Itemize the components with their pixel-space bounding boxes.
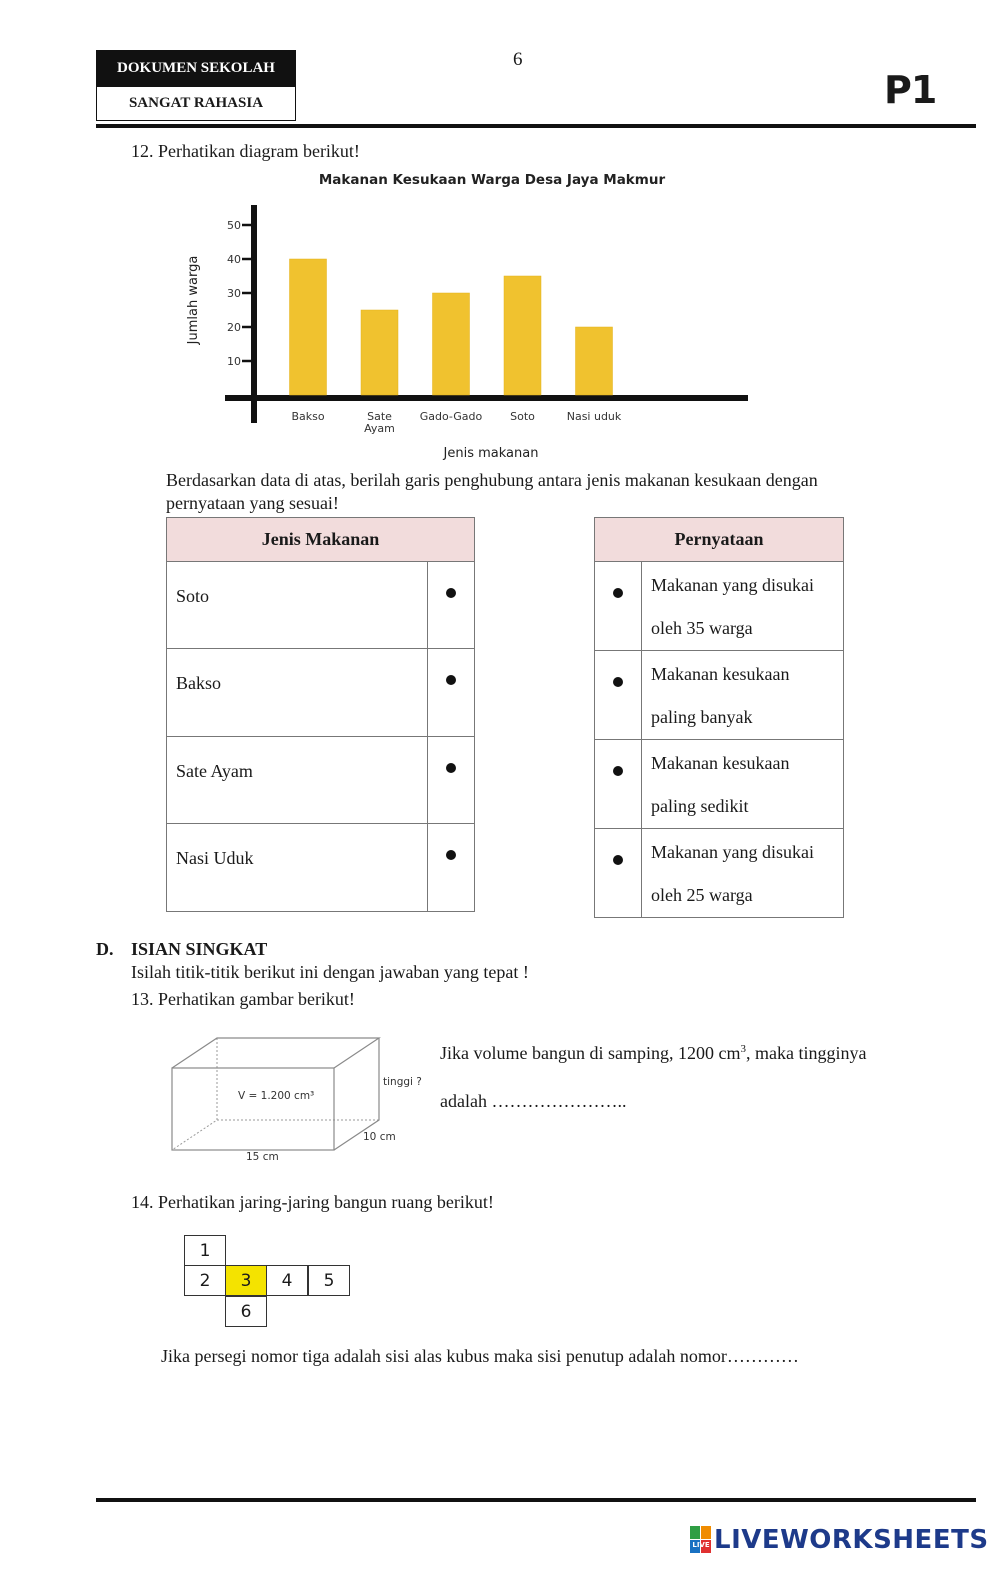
table-row bbox=[595, 651, 844, 740]
chart-bar-bakso bbox=[290, 259, 327, 395]
height-label: tinggi ? bbox=[383, 1076, 422, 1088]
chart-category-label: Nasi uduk bbox=[566, 410, 622, 423]
q14-intro: 14. Perhatikan jaring-jaring bangun ruang berikut! bbox=[131, 1192, 494, 1212]
food-name: Bakso bbox=[167, 649, 428, 737]
statement-line: paling banyak bbox=[651, 707, 753, 727]
statement-text bbox=[642, 651, 844, 740]
net-cell-6: 6 bbox=[225, 1296, 267, 1327]
connector-cell[interactable] bbox=[428, 824, 475, 912]
chart-x-label: Jenis makanan bbox=[443, 446, 539, 461]
width-label: 10 cm bbox=[363, 1131, 396, 1143]
connector-dot[interactable] bbox=[613, 677, 623, 687]
connector-dot[interactable] bbox=[613, 766, 623, 776]
table-row bbox=[167, 562, 475, 649]
food-name: Sate Ayam bbox=[167, 737, 428, 824]
connector-dot[interactable] bbox=[446, 675, 456, 685]
statement-line: Makanan yang disukai bbox=[651, 842, 814, 862]
connector-cell[interactable] bbox=[428, 649, 475, 737]
connector-dot[interactable] bbox=[446, 588, 456, 598]
chart-y-tick-label: 50 bbox=[227, 219, 241, 232]
chart-bar-gado-gado bbox=[433, 293, 470, 395]
connector-cell[interactable] bbox=[595, 562, 642, 651]
paper-code: P1 bbox=[884, 68, 937, 112]
connector-dot[interactable] bbox=[446, 763, 456, 773]
table-row bbox=[595, 562, 844, 651]
statement-line: Makanan kesukaan bbox=[651, 753, 790, 773]
connector-cell[interactable] bbox=[595, 651, 642, 740]
table-row bbox=[167, 649, 475, 737]
statement-text bbox=[642, 562, 844, 651]
cuboid-figure bbox=[165, 1030, 435, 1170]
q13-question-line-1 bbox=[440, 1043, 866, 1064]
connector-cell[interactable] bbox=[428, 737, 475, 824]
chart-title: Makanan Kesukaan Warga Desa Jaya Makmur bbox=[318, 172, 666, 188]
connector-dot[interactable] bbox=[446, 850, 456, 860]
connector-dot[interactable] bbox=[613, 588, 623, 598]
chart-category-label: Bakso bbox=[291, 410, 325, 423]
food-table-header: Jenis Makanan bbox=[167, 518, 475, 562]
chart-category-label: Gado-Gado bbox=[419, 410, 483, 423]
logo-icon-letters: LIVE bbox=[692, 1541, 710, 1549]
logo-text: LIVEWORKSHEETS bbox=[714, 1525, 989, 1555]
chart-bar-nasi-uduk bbox=[576, 327, 613, 395]
food-table bbox=[166, 517, 475, 912]
q13-answer-blank[interactable]: adalah ………………….. bbox=[440, 1091, 627, 1111]
table-row bbox=[595, 829, 844, 918]
statement-line: oleh 35 warga bbox=[651, 618, 753, 638]
secrecy-label: SANGAT RAHASIA bbox=[96, 86, 296, 121]
q12-instruction-1: Berdasarkan data di atas, berilah garis penghubung antara jenis makanan kesukaan dengan bbox=[166, 470, 818, 490]
net-cell-1: 1 bbox=[184, 1235, 226, 1266]
chart-category-label: Soto bbox=[510, 410, 535, 423]
net-cell-4: 4 bbox=[266, 1265, 308, 1296]
cuboid-top-face bbox=[172, 1038, 379, 1068]
net-cell-5: 5 bbox=[308, 1265, 350, 1296]
section-letter: D. bbox=[96, 939, 114, 959]
q12-intro: 12. Perhatikan diagram berikut! bbox=[131, 141, 360, 161]
volume-label: V = 1.200 cm³ bbox=[238, 1090, 315, 1102]
statement-table-header: Pernyataan bbox=[595, 518, 844, 562]
chart-y-tick-label: 30 bbox=[227, 287, 241, 300]
page-number: 6 bbox=[513, 49, 523, 70]
connector-dot[interactable] bbox=[613, 855, 623, 865]
net-cell-3: 3 bbox=[225, 1265, 267, 1296]
liveworksheets-logo-icon bbox=[690, 1526, 712, 1554]
chart-y-tick-label: 10 bbox=[227, 355, 241, 368]
connector-cell[interactable] bbox=[428, 562, 475, 649]
header-divider bbox=[96, 124, 976, 128]
table-row bbox=[167, 824, 475, 912]
statement-table bbox=[594, 517, 844, 918]
document-label: DOKUMEN SEKOLAH bbox=[96, 50, 296, 86]
q13-intro: 13. Perhatikan gambar berikut! bbox=[131, 989, 355, 1009]
length-label: 15 cm bbox=[246, 1151, 279, 1163]
food-name: Soto bbox=[167, 562, 428, 649]
footer-divider bbox=[96, 1498, 976, 1502]
q13-question-sup: 3 bbox=[740, 1043, 746, 1055]
table-row bbox=[167, 737, 475, 824]
cuboid-front-face bbox=[172, 1068, 334, 1150]
chart-y-label: Jumlah warga bbox=[186, 255, 201, 345]
statement-line: Makanan yang disukai bbox=[651, 575, 814, 595]
statement-text bbox=[642, 829, 844, 918]
liveworksheets-logo bbox=[690, 1525, 989, 1555]
statement-line: Makanan kesukaan bbox=[651, 664, 790, 684]
section-instruction: Isilah titik-titik berikut ini dengan jawaban yang tepat ! bbox=[131, 962, 529, 982]
q12-instruction-2: pernyataan yang sesuai! bbox=[166, 493, 339, 513]
statement-text bbox=[642, 740, 844, 829]
statement-line: paling sedikit bbox=[651, 796, 749, 816]
statement-line: oleh 25 warga bbox=[651, 885, 753, 905]
net-cell-2: 2 bbox=[184, 1265, 226, 1296]
food-name: Nasi Uduk bbox=[167, 824, 428, 912]
chart-category-label: Sate bbox=[367, 410, 392, 423]
chart-bar-soto bbox=[504, 276, 541, 395]
q13-question-post: , maka tingginya bbox=[745, 1043, 867, 1063]
connector-cell[interactable] bbox=[595, 829, 642, 918]
q13-question-pre: Jika volume bangun di samping, 1200 cm bbox=[440, 1043, 741, 1063]
cuboid-hidden-edges bbox=[172, 1038, 217, 1150]
chart-y-tick-label: 20 bbox=[227, 321, 241, 334]
chart-y-tick-label: 40 bbox=[227, 253, 241, 266]
table-row bbox=[595, 740, 844, 829]
q14-question[interactable]: Jika persegi nomor tiga adalah sisi alas kubus maka sisi penutup adalah nomor………… bbox=[161, 1346, 799, 1366]
section-title: ISIAN SINGKAT bbox=[131, 939, 268, 959]
chart-bar-sate-ayam bbox=[361, 310, 398, 395]
bar-chart bbox=[180, 165, 760, 465]
chart-category-label: Ayam bbox=[364, 422, 395, 435]
connector-cell[interactable] bbox=[595, 740, 642, 829]
